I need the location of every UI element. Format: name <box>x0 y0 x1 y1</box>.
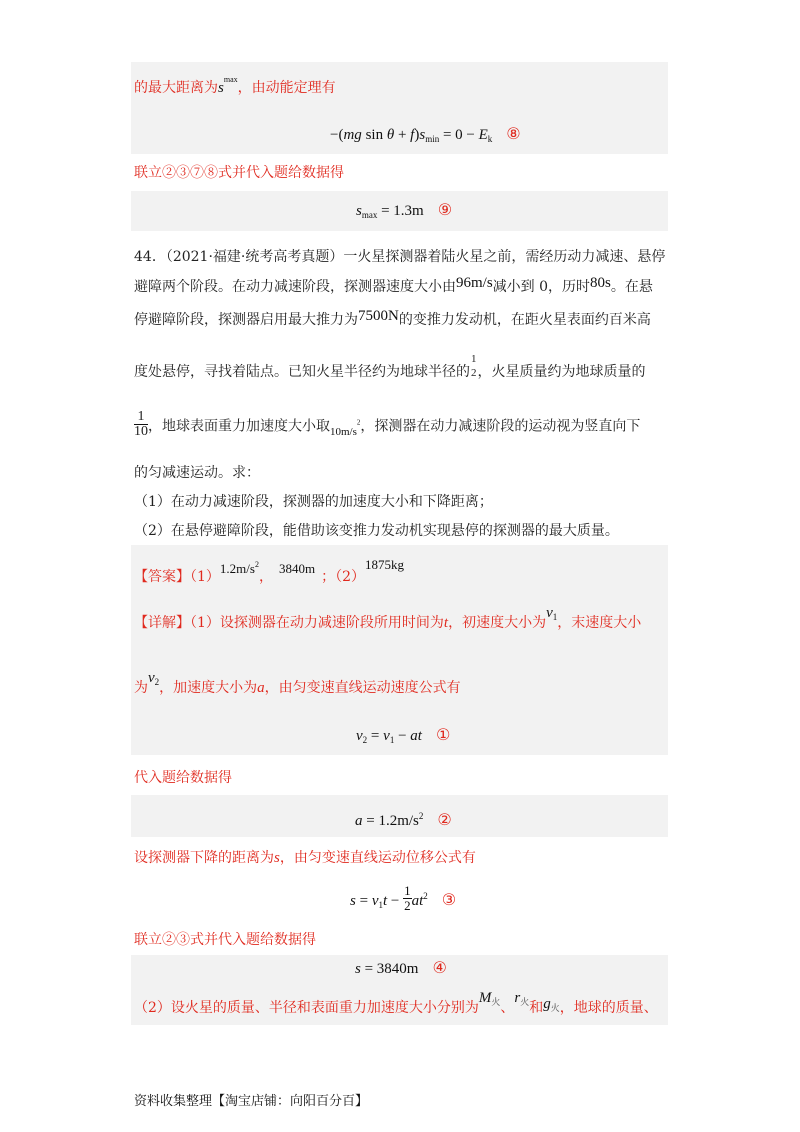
equation-9: $s_{max} = 1.3m$ ⑨ <box>356 200 453 220</box>
question-line-1: 44．（2021·福建·统考高考真题）一火星探测器着陆火星之前，需经历动力减速、悬停 <box>134 249 666 265</box>
fraction-one-tenth: $\frac{1}{10}$ <box>134 409 148 439</box>
detail-line-6: （2）设火星的质量、半径和表面重力加速度大小分别为$M^火$、$r^火$和$g_火$，地球的质量、 <box>134 990 658 1016</box>
question-line-2: 避障两个阶段。在动力减速阶段，探测器速度大小由96m/s减小到 0，历时80s。在悬 <box>134 275 653 295</box>
equation-marker: ③ <box>441 890 457 909</box>
question-item-2: （2）在悬停避障阶段，能借助该变推力发动机实现悬停的探测器的最大质量。 <box>134 523 619 539</box>
equation-4: s = 3840m ④ <box>355 958 447 977</box>
fraction-one-half-eq: $\frac{1}{2}$ <box>404 883 411 914</box>
question-line-5: $\frac{1}{10}$ ，地球表面重力加速度大小取$_{10m/s}^2$，探测器在动力减速阶段的运动视为竖直向下 <box>134 409 641 439</box>
detail-line-5: 联立②③式并代入题给数据得 <box>134 932 316 948</box>
detail-label: 【详解】 <box>134 615 190 631</box>
max-distance-line: 的最大距离为$s^{max}$，由动能定理有 <box>134 75 336 96</box>
detail-line-3: 代入题给数据得 <box>134 770 232 786</box>
equation-8: −(mg $\sin \theta + f)s_{min} = 0 - E_k$ ⑧ <box>330 124 521 144</box>
combine-line-1: 联立②③⑦⑧式并代入题给数据得 <box>134 165 344 181</box>
equation-marker: ① <box>435 725 451 744</box>
fraction-one-half: 1 2 <box>471 353 477 379</box>
equation-marker: ⑨ <box>437 200 453 219</box>
answer-line: 【答案】$(1)1.2m/s^2$，3840m；（2）1875kg <box>134 557 405 585</box>
equation-1: $v_2 = v_1$ − at ① <box>356 725 451 745</box>
answer-label: 【答案】（1） <box>134 569 220 585</box>
question-line-3: 停避障阶段，探测器启用最大推力为7500N的变推力发动机，在距火星表面约百米高 <box>134 308 651 328</box>
question-line-6: 的匀减速运动。求： <box>134 465 260 481</box>
question-line-4: 度处悬停，寻找着陆点。已知火星半径约为地球半径的 1 2 ，火星质量约为地球质量的 <box>134 353 646 380</box>
equation-2: $a = 1.2m/s^2$ ② <box>355 810 452 829</box>
equation-marker: ④ <box>432 958 447 977</box>
equation-3: $s = v_1t$ − $\frac{1}{2}$ $at^2$ ③ <box>350 883 457 914</box>
detail-line-1: 【详解】（1）设探测器在动力减速阶段所用时间为t，初速度大小为$v^1$，末速度大小 <box>134 605 642 631</box>
detail-line-2: 为$v^2$，加速度大小为a，由匀变速直线运动速度公式有 <box>134 670 461 696</box>
detail-line-4: 设探测器下降的距离为s，由匀变速直线运动位移公式有 <box>134 850 476 866</box>
question-item-1: （1）在动力减速阶段，探测器的加速度大小和下降距离； <box>134 494 493 510</box>
equation-marker: ⑧ <box>506 124 521 143</box>
footer-source: 资料收集整理【淘宝店铺：向阳百分百】 <box>134 1094 369 1109</box>
equation-marker: ② <box>437 810 452 829</box>
